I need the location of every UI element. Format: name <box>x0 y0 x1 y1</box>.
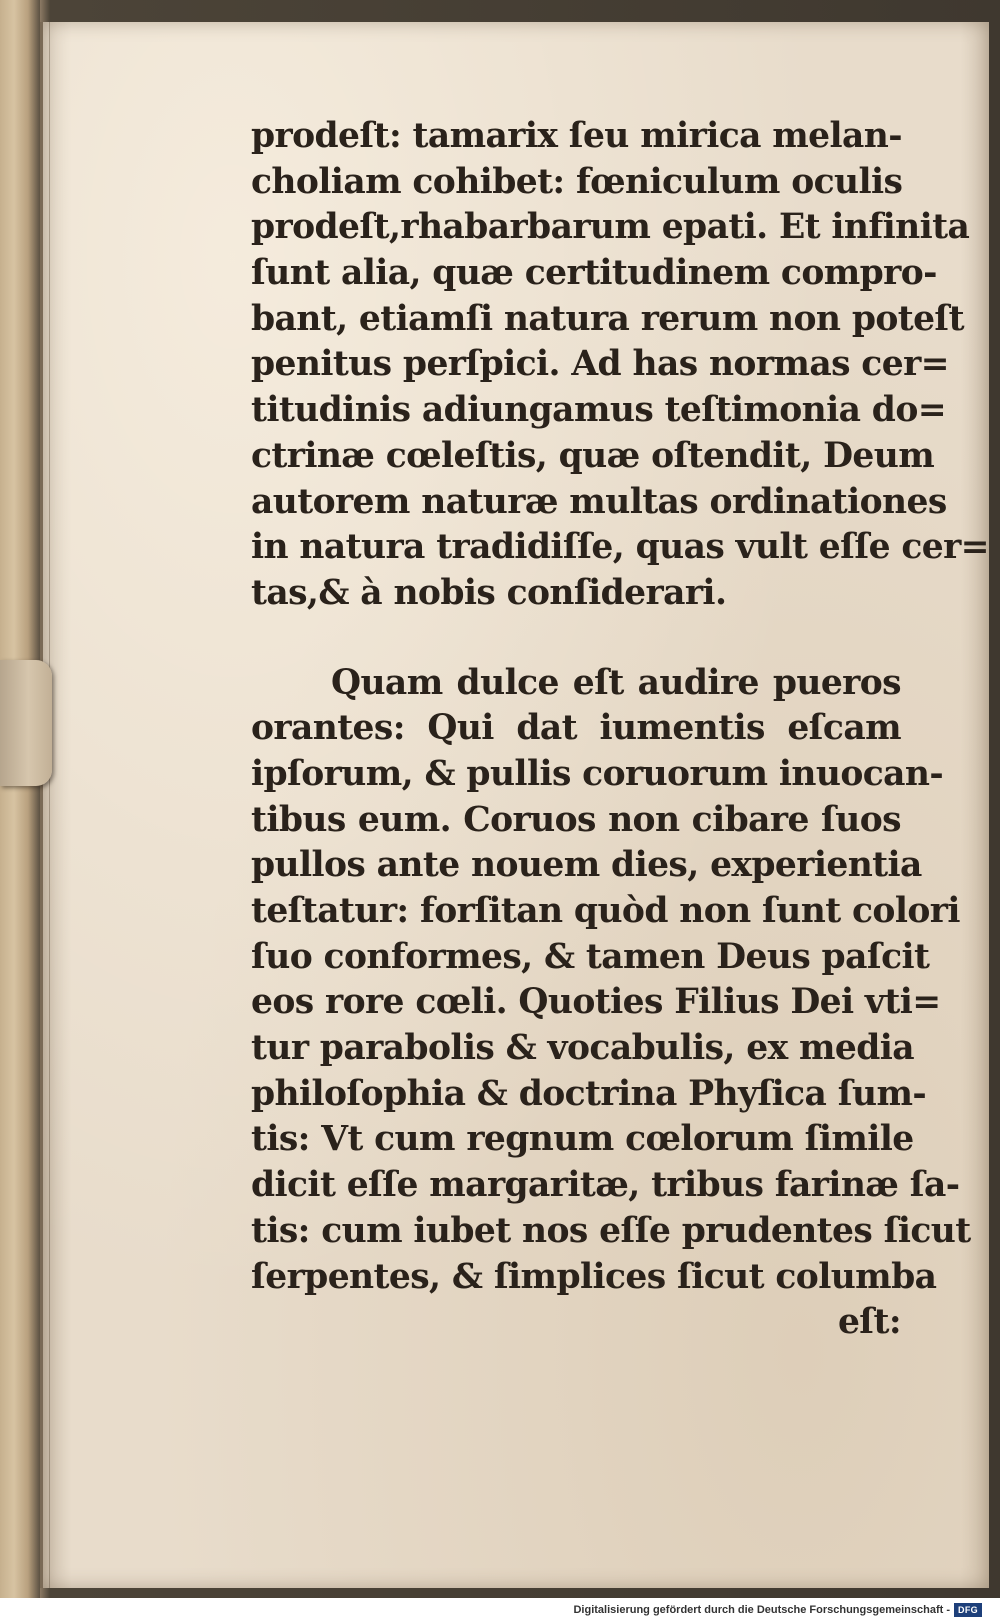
text-line: autorem naturæ multas ordinationes <box>251 481 947 522</box>
text-line: penitus perſpici. Ad has normas cer= <box>251 344 949 385</box>
text-line: titudinis adiungamus teſtimonia do= <box>251 390 947 431</box>
paragraph-gap <box>251 617 901 661</box>
book-left-edge <box>0 0 40 1598</box>
dfg-logo: DFG <box>954 1603 982 1617</box>
text-line: ſunt alia, quæ certitudinem compro- <box>251 253 937 294</box>
text-line: prodeſt: tamarix ſeu mirica melan- <box>251 116 902 156</box>
text-line: tis: cum iubet nos eſſe prudentes ſicut <box>251 1210 971 1251</box>
text-line: ctrinæ cœleſtis, quæ oſtendit, Deum <box>251 435 935 476</box>
page-inner-rule <box>49 22 50 1588</box>
text-line: tibus eum. Coruos non cibare ſuos <box>251 799 901 840</box>
binding-tab <box>0 660 52 786</box>
text-line: ſuo conformes, & tamen Deus paſcit <box>251 936 930 977</box>
text-line: Quam dulce eſt audire pueros <box>331 662 901 703</box>
text-line: ipſorum, & pullis coruorum inuocan- <box>251 753 944 794</box>
funding-note: Digitalisierung gefördert durch die Deutsche Forschungsgemeinschaft - <box>573 1604 950 1616</box>
text-line: tas,& à nobis conſiderari. <box>251 572 727 613</box>
text-line: tur parabolis & vocabulis, ex media <box>251 1028 915 1069</box>
text-line: tis: Vt cum regnum cœlorum ſimile <box>251 1119 914 1160</box>
catchword: eſt: <box>837 1302 901 1343</box>
text-line: prodeſt,rhabarbarum epati. Et infinita <box>251 207 970 248</box>
text-line: in natura tradidiſſe, quas vult eſſe cer= <box>251 527 989 568</box>
text-line: eos rore cœli. Quoties Filius Dei vti= <box>251 982 941 1023</box>
text-line: bant, etiamſi natura rerum non poteſt <box>251 298 965 339</box>
text-line: choliam cohibet: fœniculum oculis <box>251 161 903 202</box>
text-block <box>251 114 989 1346</box>
footer-bar <box>0 1598 1000 1623</box>
book-page <box>40 22 989 1588</box>
text-line: philoſophia & doctrina Phyſica ſum- <box>251 1073 927 1114</box>
text-line: dicit eſſe margaritæ, tribus farinæ ſa- <box>251 1165 960 1206</box>
text-line: pullos ante nouem dies, experientia <box>251 845 922 886</box>
text-line: orantes: Qui dat iumentis eſcam <box>251 708 901 749</box>
text-line: teſtatur: forſitan quòd non ſunt colori <box>251 891 960 931</box>
text-line: ſerpentes, & ſimplices ſicut columba <box>251 1256 937 1297</box>
